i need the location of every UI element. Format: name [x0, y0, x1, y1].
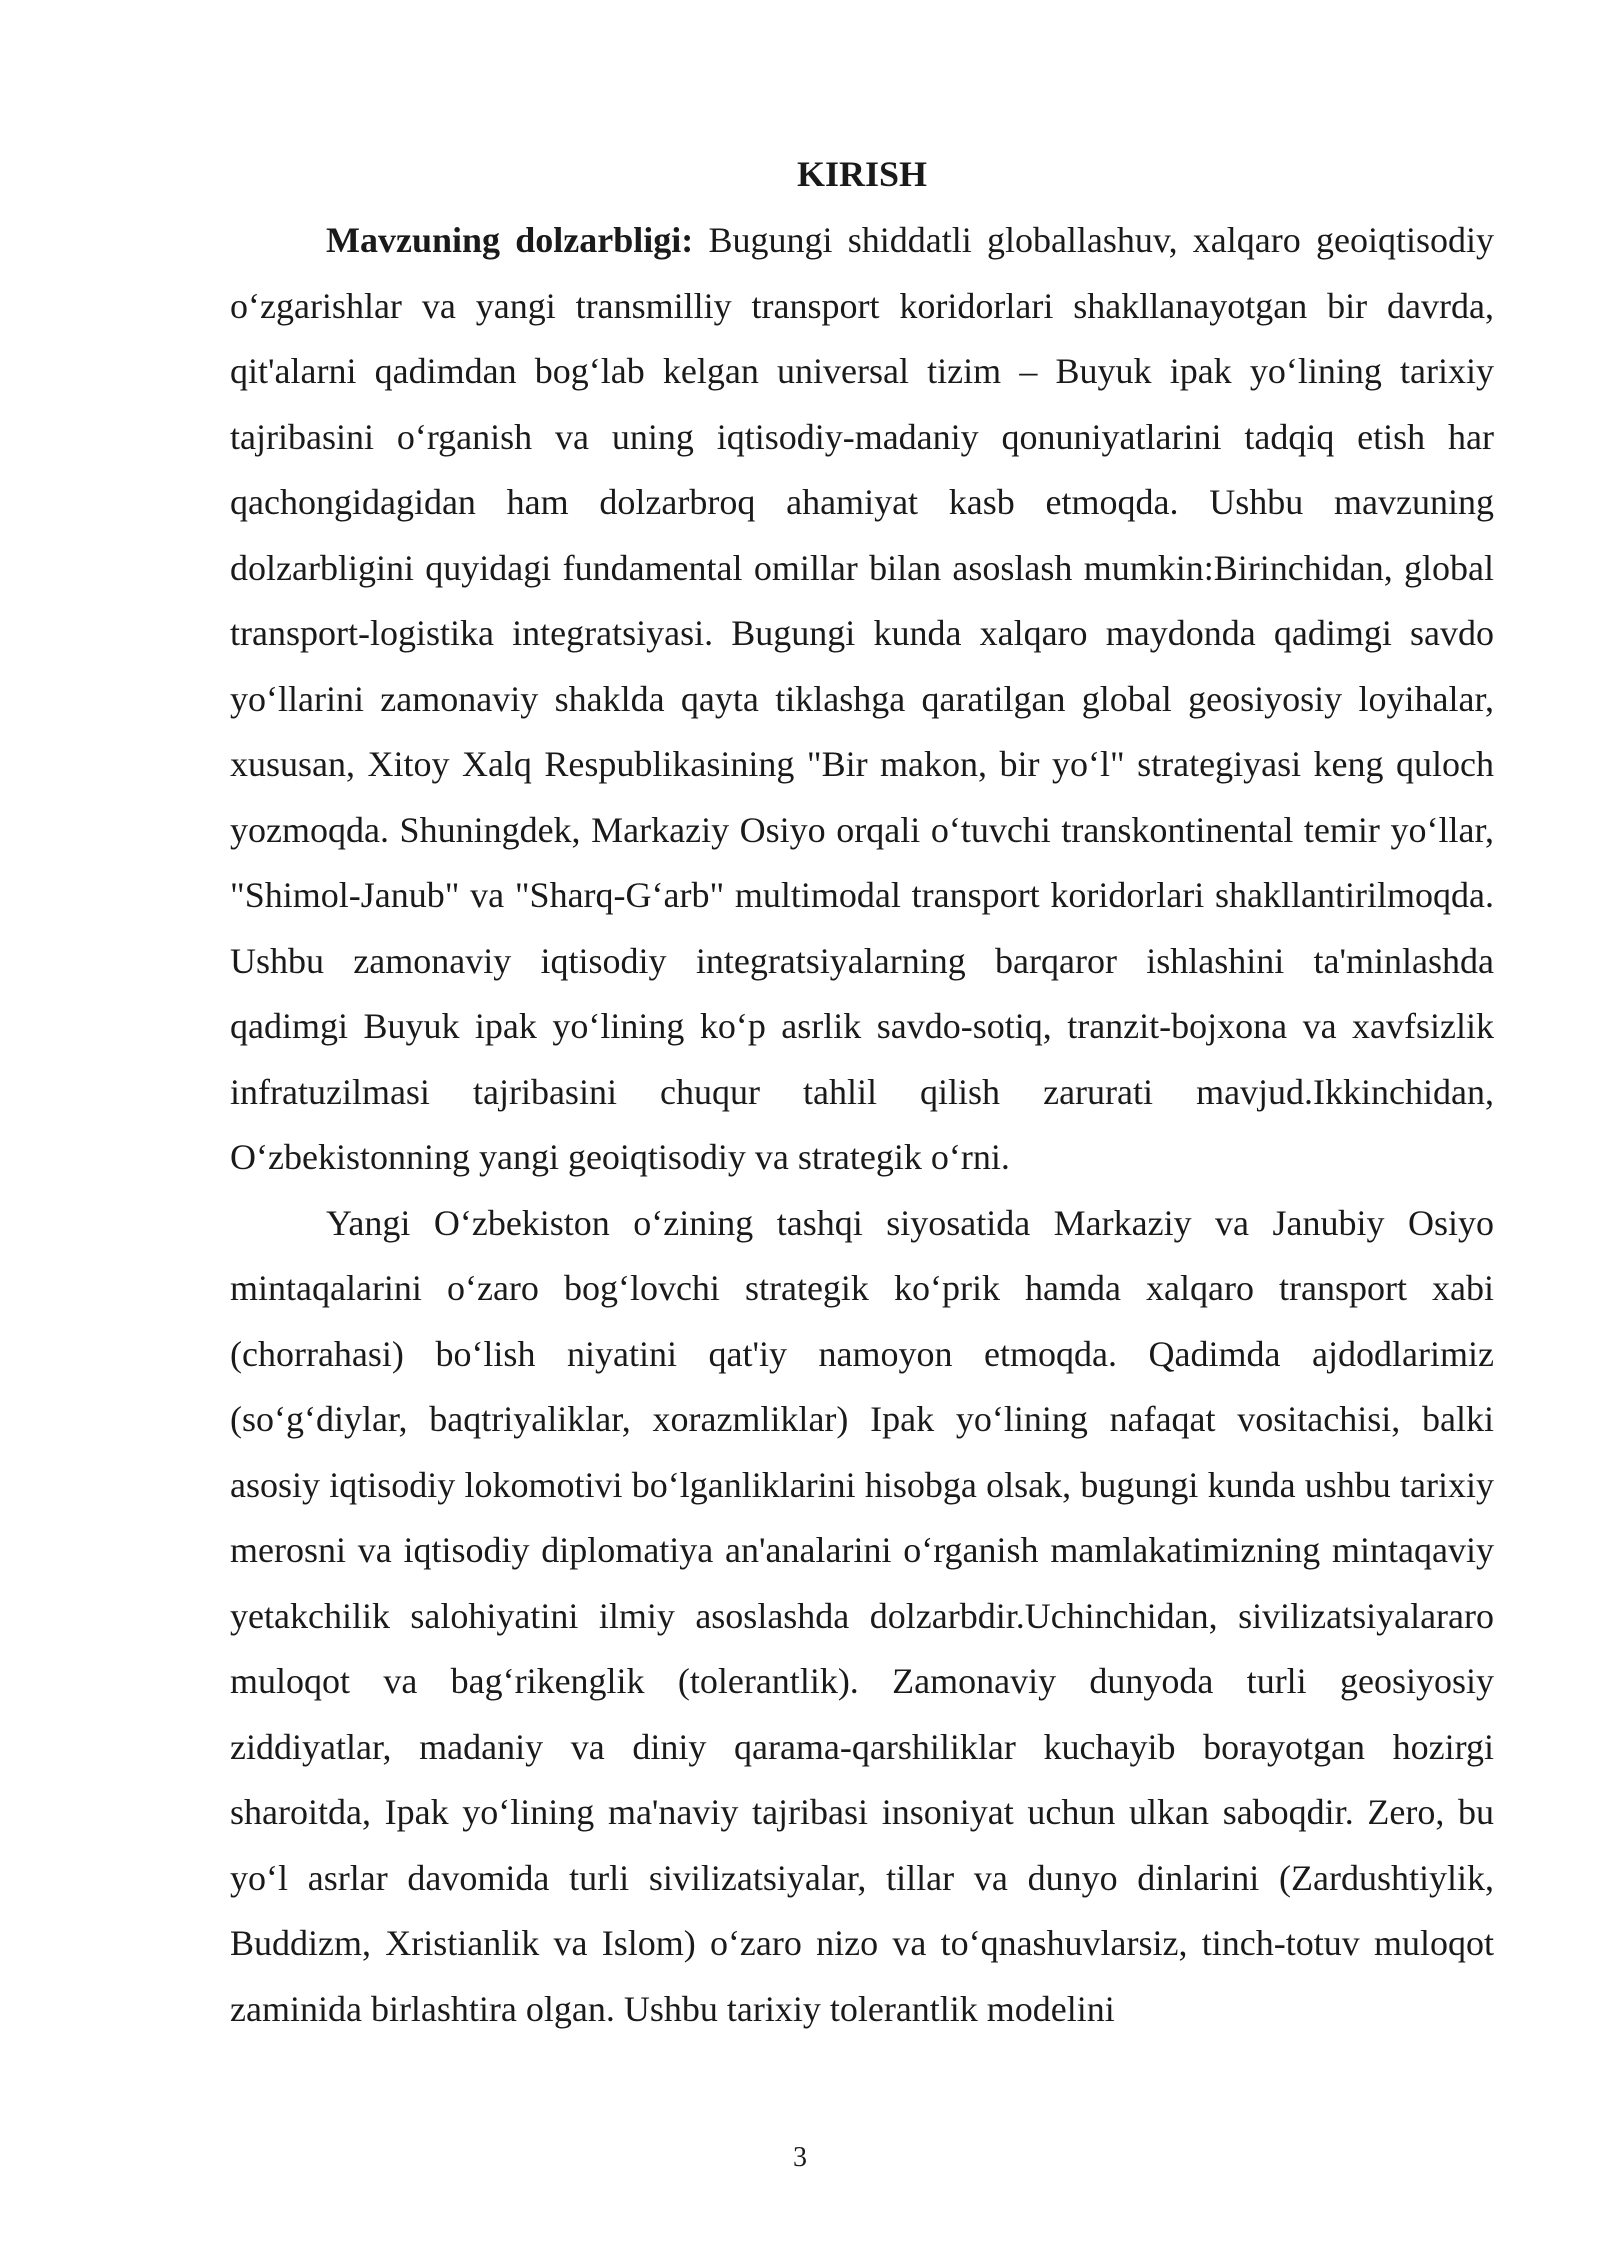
paragraph-relevance	[230, 208, 1494, 1191]
paragraph-uzbekistan	[230, 1191, 1494, 2043]
paragraph-lead-label: Mavzuning dolzarbligi:	[326, 220, 694, 260]
page-title: KIRISH	[796, 154, 928, 194]
body-text	[230, 208, 1494, 2042]
page-number: 3	[793, 2142, 807, 2173]
paragraph-text: Bugungi shiddatli globallashuv, xalqaro geoiqtisodiy oʻzgarishlar va yangi transmilliy transport koridorlari shakllanayotgan bir davrda, qit'alarni qadimdan bogʻlab kelgan universal tizim – Buyuk ipak yoʻlining tarixiy tajribasini oʻrganish va uning iqtisodiy-madaniy qonuniyatlarini tadqiq etish har qachongidagidan ham dolzarbroq ahamiyat kasb etmoqda. Ushbu mavzuning dolzarbligini quyidagi fundamental omillar bilan asoslash mumkin:Birinchidan, global transport-logistika integratsiyasi. Bugungi kunda xalqaro maydonda qadimgi savdo yoʻllarini zamonaviy shaklda qayta tiklashga qaratilgan global geosiyosiy loyihalar, xususan, Xitoy Xalq Respublikasining "Bir makon, bir yoʻl" strategiyasi keng quloch yozmoqda. Shuningdek, Markaziy Osiyo orqali oʻtuvchi transkontinental temir yoʻllar, "Shimol-Janub" va "Sharq-Gʻarb" multimodal transport koridorlari shakllantirilmoqda. Ushbu zamonaviy iqtisodiy integratsiyalarning barqaror ishlashini ta'minlashda qadimgi Buyuk ipak yoʻlining koʻp asrlik savdo-sotiq, tranzit-bojxona va xavfsizlik infratuzilmasi tajribasini chuqur tahlil qilish zarurati mavjud.Ikkinchidan, Oʻzbekistonning yangi geoiqtisodiy va strategik oʻrni.	[230, 220, 1494, 1177]
paragraph-text: Yangi Oʻzbekiston oʻzining tashqi siyosatida Markaziy va Janubiy Osiyo mintaqalarini oʻzaro bogʻlovchi strategik koʻprik hamda xalqaro transport xabi (chorrahasi) boʻlish niyatini qat'iy namoyon etmoqda. Qadimda ajdodlarimiz (soʻgʻdiylar, baqtriyaliklar, xorazmliklar) Ipak yoʻlining nafaqat vositachisi, balki asosiy iqtisodiy lokomotivi boʻlganliklarini hisobga olsak, bugungi kunda ushbu tarixiy merosni va iqtisodiy diplomatiya an'analarini oʻrganish mamlakatimizning mintaqaviy yetakchilik salohiyatini ilmiy asoslashda dolzarbdir.Uchinchidan, sivilizatsiyalararo muloqot va bagʻrikenglik (tolerantlik). Zamonaviy dunyoda turli geosiyosiy ziddiyatlar, madaniy va diniy qarama-qarshiliklar kuchayib borayotgan hozirgi sharoitda, Ipak yoʻlining ma'naviy tajribasi insoniyat uchun ulkan saboqdir. Zero, bu yoʻl asrlar davomida turli sivilizatsiyalar, tillar va dunyo dinlarini (Zardushtiylik, Buddizm, Xristianlik va Islom) oʻzaro nizo va toʻqnashuvlarsiz, tinch-totuv muloqot zaminida birlashtira olgan. Ushbu tarixiy tolerantlik modelini	[230, 1202, 1494, 2029]
